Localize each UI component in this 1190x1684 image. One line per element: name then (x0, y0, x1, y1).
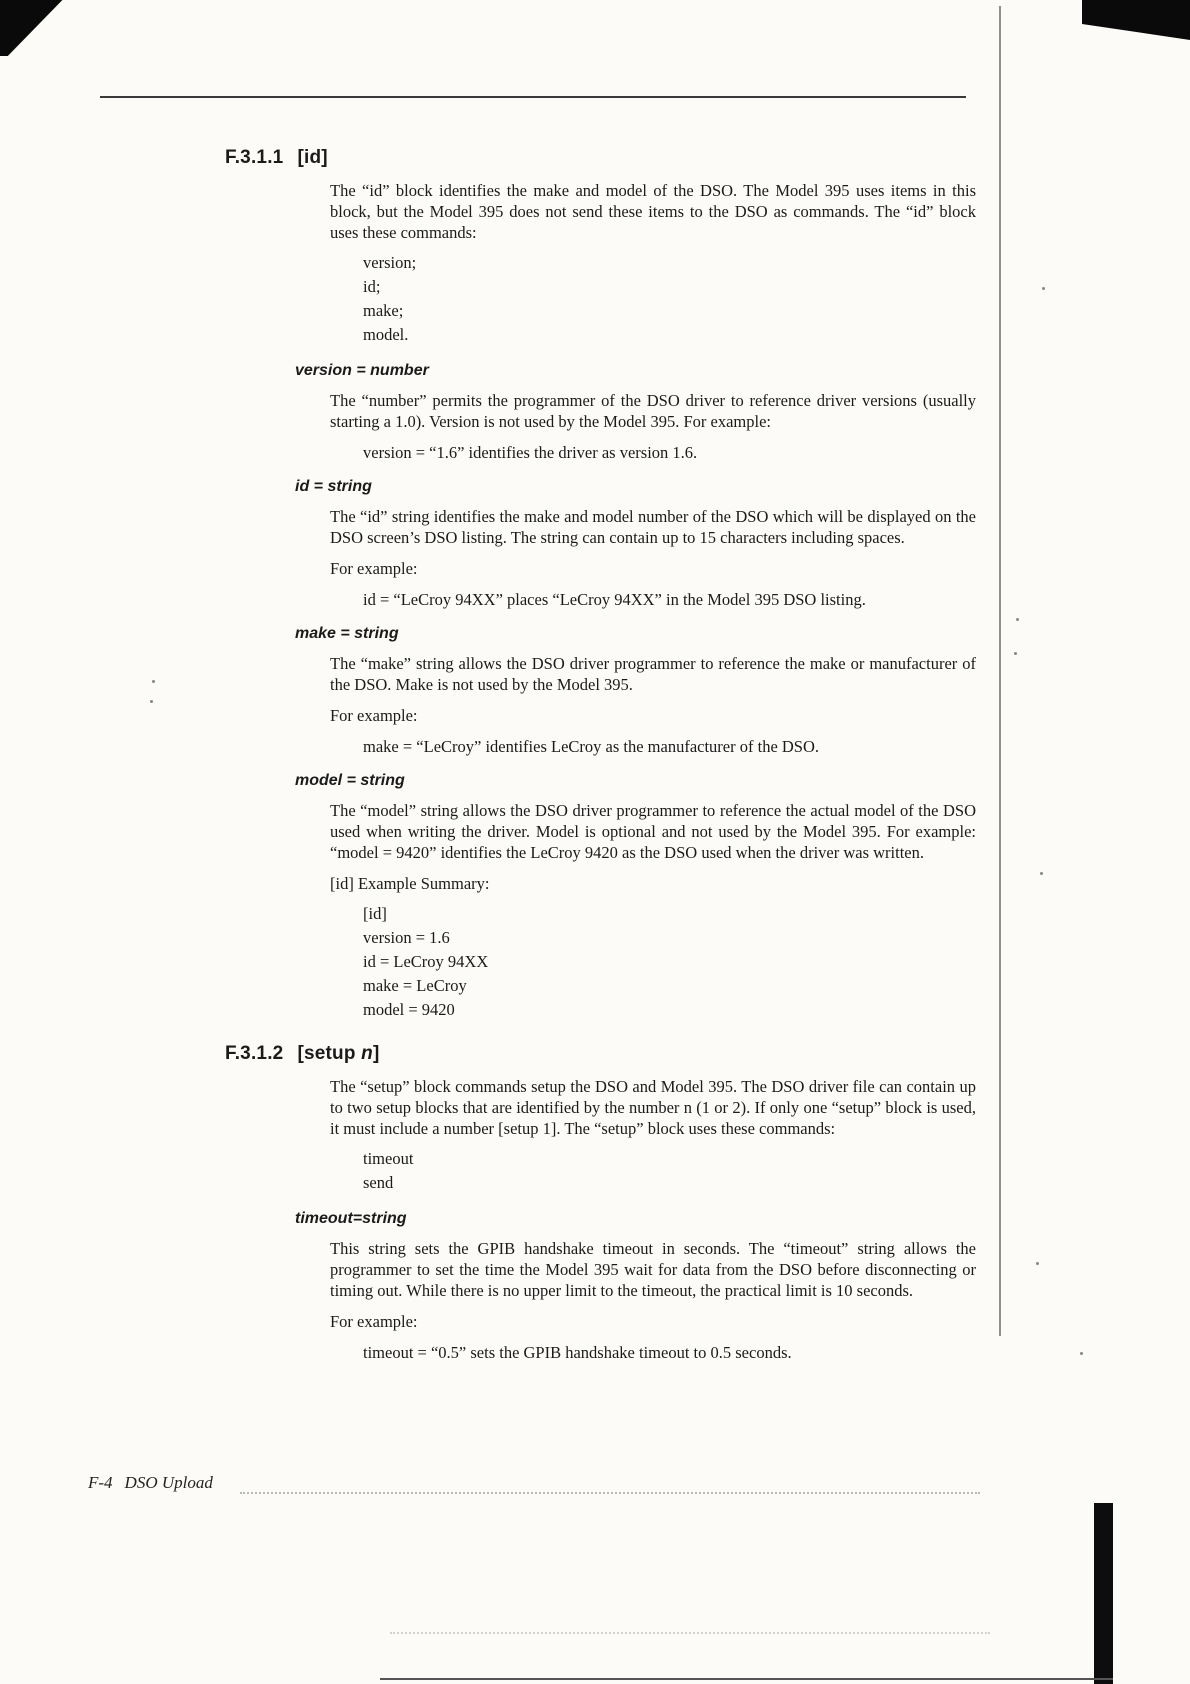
example-line-timeout: timeout = “0.5” sets the GPIB handshake timeout to 0.5 seconds. (363, 1343, 792, 1362)
scan-artifact-right-bar (1094, 1503, 1113, 1684)
code-line: [id] (363, 904, 387, 923)
example-summary-block (363, 902, 1190, 1022)
paragraph-make: The “make” string allows the DSO driver programmer to reference the make or manufacturer of the DSO. Make is not used by the Model 395. (330, 654, 976, 694)
page-content (0, 146, 1190, 1363)
subheading-timeout: timeout=string (295, 1210, 407, 1227)
scan-artifact-top-left (0, 0, 78, 56)
paragraph-model: The “model” string allows the DSO driver programmer to reference the actual model of the DSO used when writing the driver. Model is optional and not used by the Model 395. For example: “model = 9420” identifies the LeCroy 9420 as the DSO used when the driver was written. (330, 801, 976, 862)
for-example-label: For example: (330, 559, 418, 578)
footer-title: DSO Upload (124, 1473, 213, 1492)
scan-artifact-top-right (1082, 0, 1190, 40)
for-example-label: For example: (330, 1312, 418, 1331)
section-title-n: n (361, 1043, 373, 1064)
example-line-make: make = “LeCroy” identifies LeCroy as the manufacturer of the DSO. (363, 737, 820, 756)
code-line: version = 1.6 (363, 928, 450, 947)
scan-noise-row (240, 1492, 980, 1494)
command-list (363, 251, 1190, 347)
subheading-model: model = string (295, 772, 405, 789)
section-heading-f311 (225, 146, 1190, 170)
code-line: make; (363, 301, 404, 320)
code-line: model = 9420 (363, 1000, 455, 1019)
for-example-label: For example: (330, 706, 418, 725)
page-footer (88, 1473, 213, 1493)
header-rule (100, 96, 966, 98)
section-title: [id] (297, 147, 328, 168)
section-number: F.3.1.1 (225, 147, 284, 168)
code-line: model. (363, 325, 409, 344)
section-number: F.3.1.2 (225, 1043, 284, 1064)
paragraph-id: The “id” string identifies the make and model number of the DSO which will be displayed on the DSO screen’s DSO listing. The string can contain up to 15 characters including spaces. (330, 507, 976, 547)
example-summary-label: [id] Example Summary: (330, 874, 490, 893)
section-heading-f312 (225, 1042, 1190, 1066)
subheading-version: version = number (295, 362, 429, 379)
code-line: send (363, 1173, 394, 1192)
command-list (363, 1147, 1190, 1195)
code-line: make = LeCroy (363, 976, 467, 995)
section-title (297, 1043, 379, 1064)
footer-page-number: F-4 (88, 1473, 113, 1492)
code-line: version; (363, 253, 417, 272)
code-line: id; (363, 277, 381, 296)
subheading-id: id = string (295, 478, 372, 495)
scan-artifact-bottom-line (380, 1678, 1113, 1680)
section-title-post: ] (372, 1043, 380, 1064)
paragraph-timeout: This string sets the GPIB handshake timeout in seconds. The “timeout” string allows the programmer to set the time the Model 395 wait for data from the DSO before disconnecting or timing out. While there is no upper limit to the timeout, the practical limit is 10 seconds. (330, 1239, 976, 1300)
paragraph-version: The “number” permits the programmer of the DSO driver to reference driver versions (usually starting a 1.0). Version is not used by the Model 395. For example: (330, 391, 976, 431)
subheading-make: make = string (295, 625, 399, 642)
paragraph-id-intro: The “id” block identifies the make and model of the DSO. The Model 395 uses items in this block, but the Model 395 does not send these items to the DSO as commands. The “id” block uses these commands: (330, 181, 976, 242)
example-line-version: version = “1.6” identifies the driver as version 1.6. (363, 443, 698, 462)
section-title-pre: [setup (297, 1043, 362, 1064)
example-line-id: id = “LeCroy 94XX” places “LeCroy 94XX” in the Model 395 DSO listing. (363, 590, 866, 609)
paragraph-setup-intro: The “setup” block commands setup the DSO and Model 395. The DSO driver file can contain up to two setup blocks that are identified by the number n (1 or 2). If only one “setup” block is used, it must include a number [setup 1]. The “setup” block uses these commands: (330, 1077, 976, 1138)
scan-noise-row (390, 1632, 990, 1634)
code-line: timeout (363, 1149, 414, 1168)
code-line: id = LeCroy 94XX (363, 952, 489, 971)
